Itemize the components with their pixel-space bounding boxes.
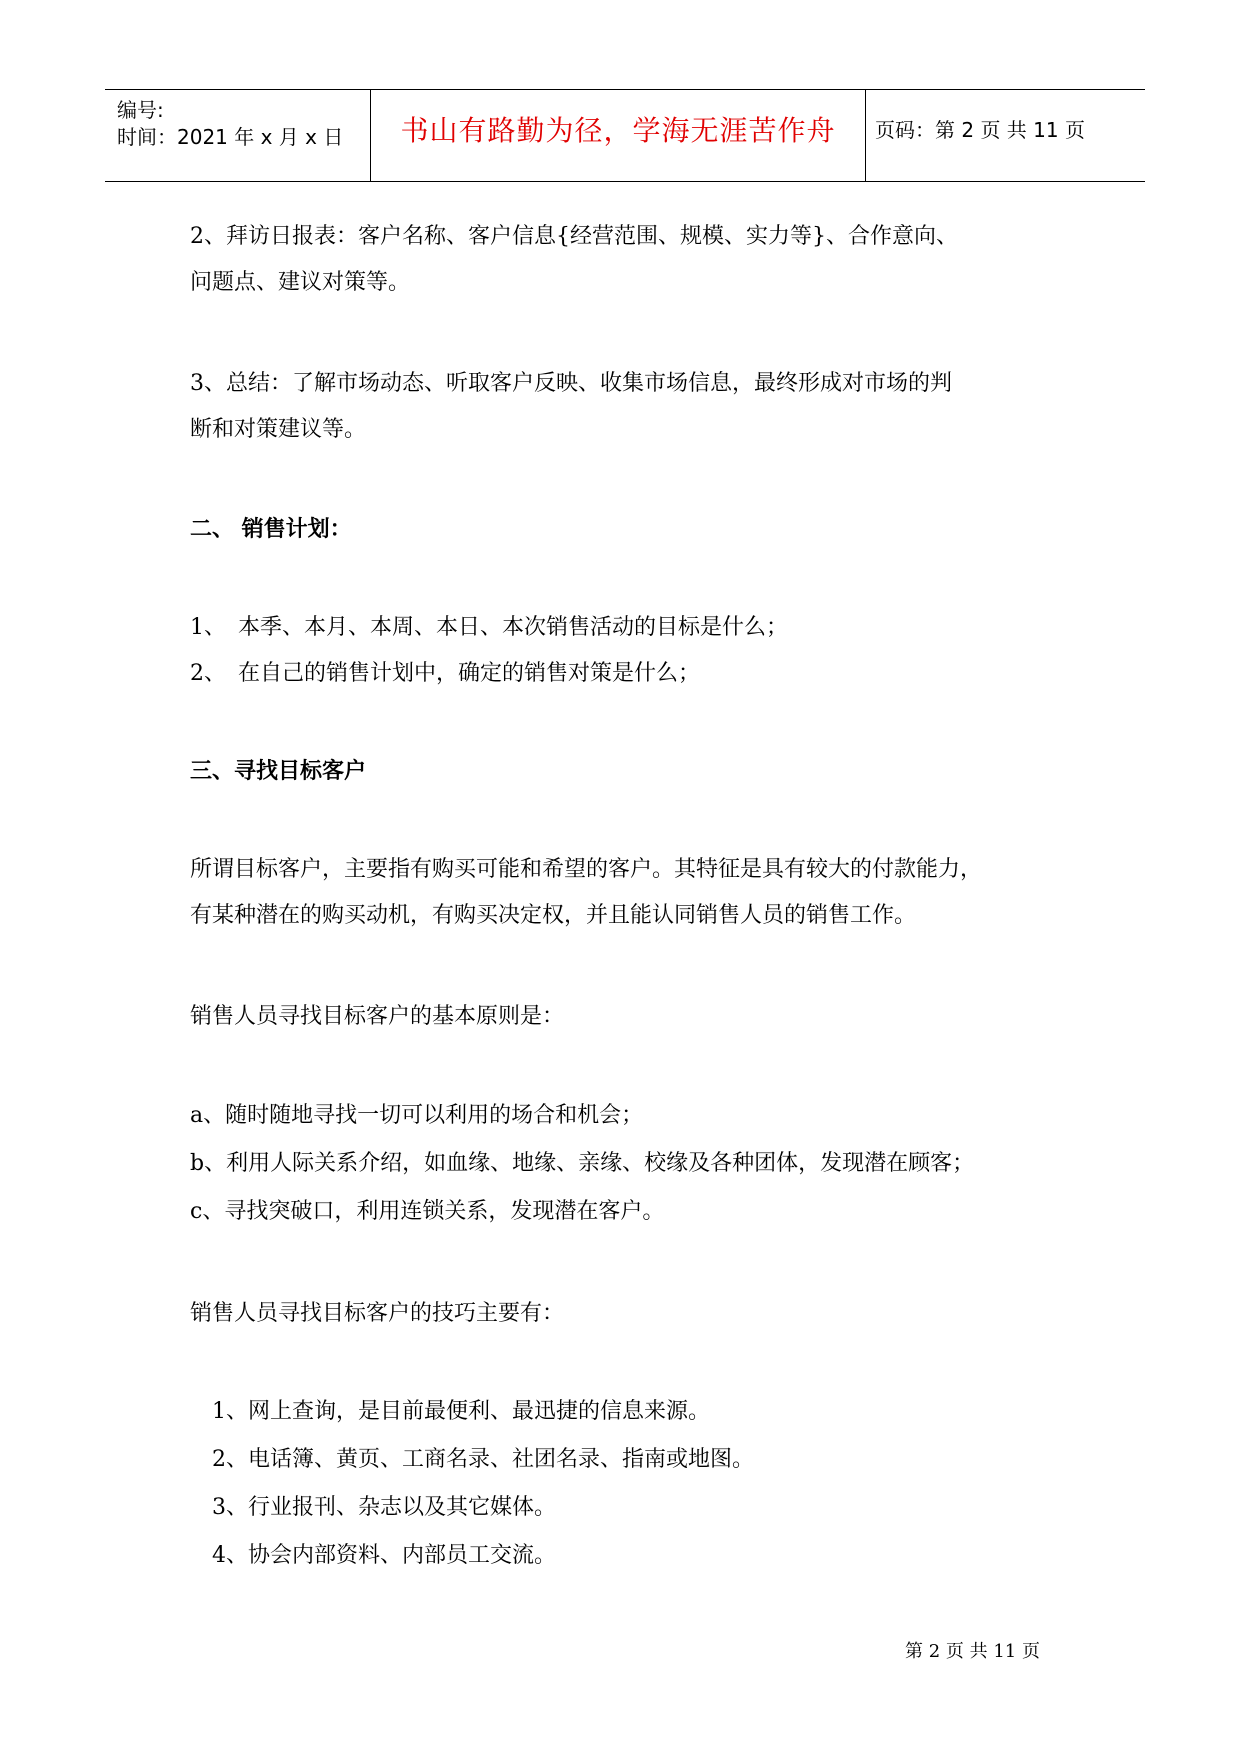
header-page-cell bbox=[875, 90, 1085, 181]
page-header bbox=[105, 89, 1145, 182]
plan-item-number: 2、 bbox=[190, 661, 226, 686]
skill-item: 4、协会内部资料、内部员工交流。 bbox=[212, 1543, 556, 1568]
header-motto-cell bbox=[370, 90, 866, 181]
skills-intro: 销售人员寻找目标客户的技巧主要有： bbox=[190, 1301, 565, 1326]
principle-item: a、随时随地寻找一切可以利用的场合和机会； bbox=[190, 1103, 644, 1128]
paragraph-visit-report-line1: 2、拜访日报表：客户名称、客户信息{经营范围、规模、实力等}、合作意向、 bbox=[190, 224, 958, 249]
plan-item bbox=[190, 605, 788, 651]
paragraph-summary-line2: 断和对策建议等。 bbox=[190, 417, 367, 442]
plan-item-text: 本季、本月、本周、本日、本次销售活动的目标是什么； bbox=[238, 615, 789, 640]
plan-item-number: 1、 bbox=[190, 615, 226, 640]
skill-item: 2、电话簿、黄页、工商名录、社团名录、指南或地图。 bbox=[212, 1447, 754, 1472]
paragraph-summary-line1: 3、总结：了解市场动态、听取客户反映、收集市场信息，最终形成对市场的判 bbox=[190, 371, 952, 396]
number-label: 编号: bbox=[117, 98, 164, 122]
heading-sales-plan: 二、 销售计划： bbox=[190, 517, 352, 542]
heading-find-target-customers: 三、寻找目标客户 bbox=[190, 759, 367, 784]
principle-intro: 销售人员寻找目标客户的基本原则是： bbox=[190, 1004, 565, 1029]
motto-text: 书山有路勤为径，学海无涯苦作舟 bbox=[400, 113, 836, 147]
paragraph-visit-report-line2: 问题点、建议对策等。 bbox=[190, 270, 411, 295]
definition-line2: 有某种潜在的购买动机，有购买决定权，并且能认同销售人员的销售工作。 bbox=[190, 903, 917, 928]
header-meta bbox=[105, 90, 370, 181]
plan-item bbox=[190, 651, 700, 697]
skill-item: 3、行业报刊、杂志以及其它媒体。 bbox=[212, 1495, 556, 1520]
definition-line1: 所谓目标客户，主要指有购买可能和希望的客户。其特征是具有较大的付款能力， bbox=[190, 857, 983, 882]
page-footer: 第 2 页 共 11 页 bbox=[905, 1641, 1040, 1662]
plan-item-text: 在自己的销售计划中，确定的销售对策是什么； bbox=[238, 661, 701, 686]
principle-item: b、利用人际关系介绍，如血缘、地缘、亲缘、校缘及各种团体，发现潜在顾客； bbox=[190, 1151, 975, 1176]
principle-item: c、寻找突破口，利用连锁关系，发现潜在客户。 bbox=[190, 1199, 665, 1224]
page-label: 页码：第 2 页 共 11 页 bbox=[875, 118, 1085, 142]
time-label: 时间：2021 年 x 月 x 日 bbox=[117, 125, 344, 149]
skill-item: 1、网上查询，是目前最便利、最迅捷的信息来源。 bbox=[212, 1399, 710, 1424]
